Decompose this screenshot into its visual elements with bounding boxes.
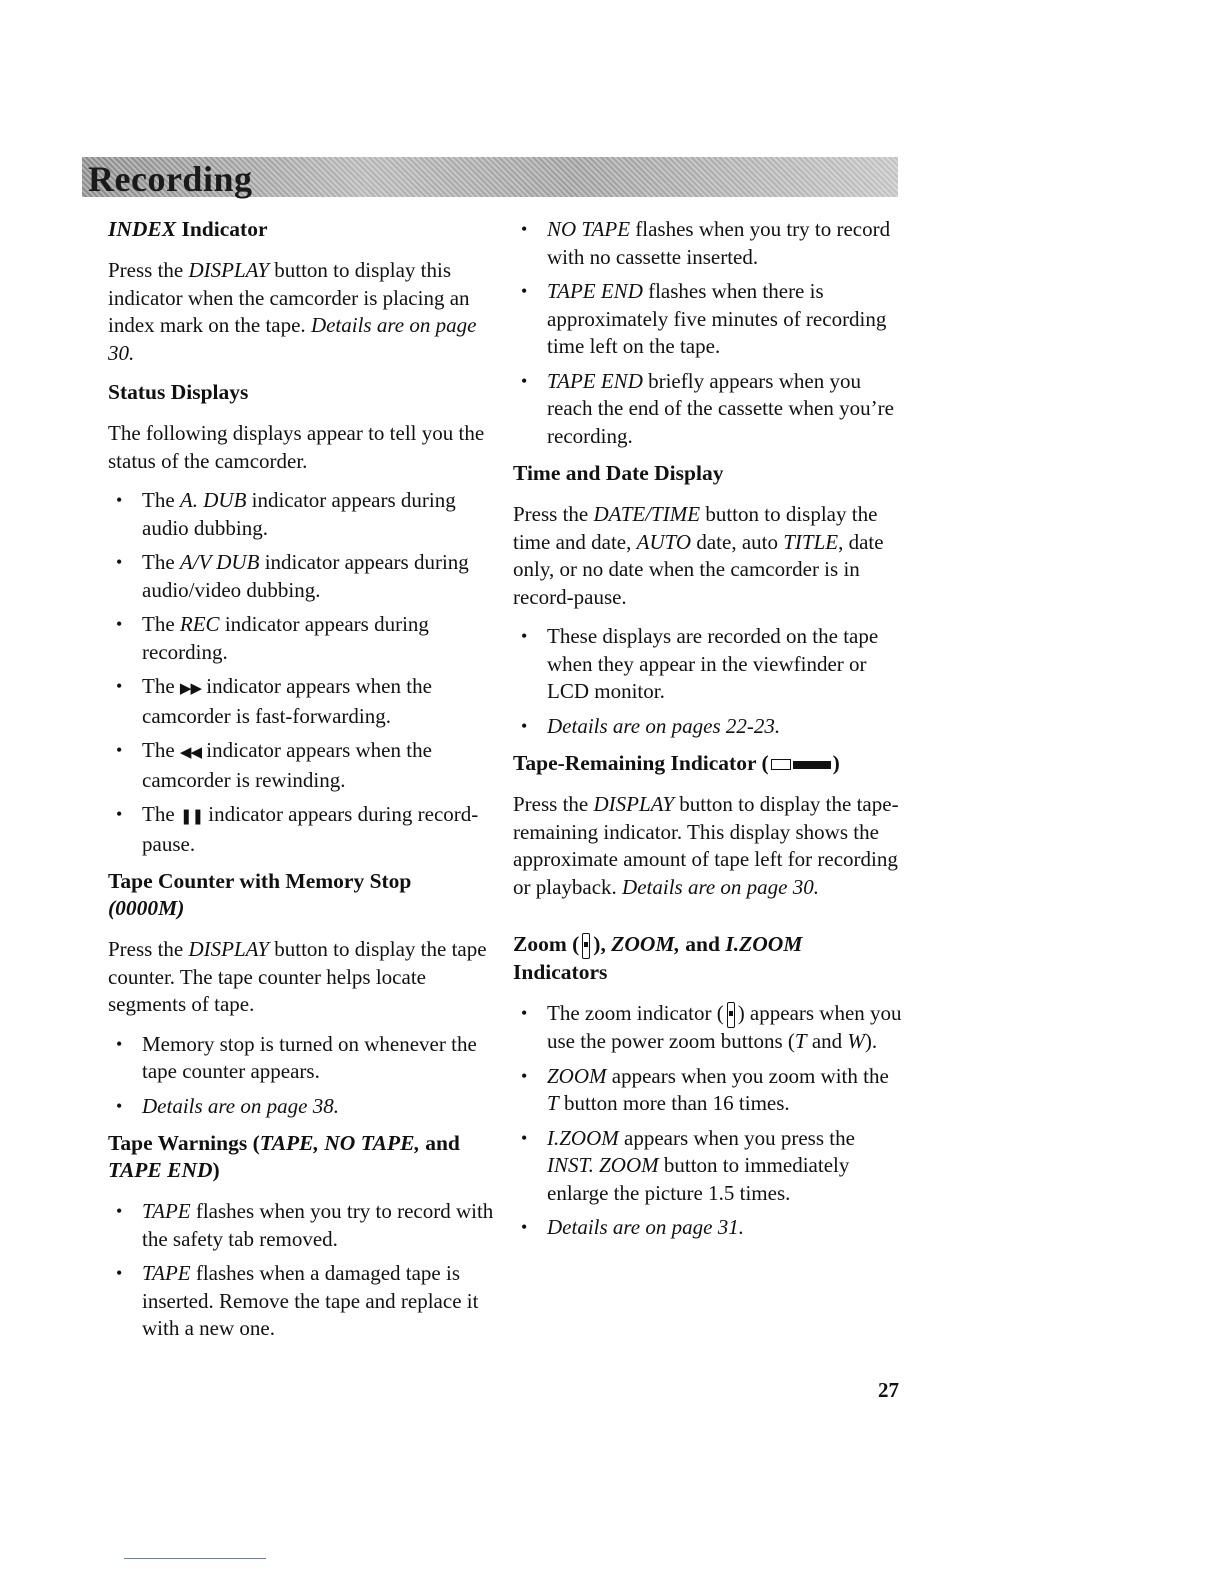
list-item: • The zoom indicator ( ) appears when you use the power zoom buttons (T and W).	[513, 1000, 905, 1056]
list-item: • I.ZOOM appears when you press the INST. ZOOM button to immediately enlarge the picture 1.5 times.	[513, 1125, 905, 1208]
fast-forward-icon: ▶▶	[179, 679, 201, 697]
page-number: 27	[878, 1378, 899, 1402]
list-item: • Memory stop is turned on whenever the tape counter appears.	[108, 1031, 498, 1086]
list-item: • The ❚❚ indicator appears during record-pause.	[108, 801, 498, 858]
tape-remaining-text: Press the DISPLAY button to display the tape-remaining indicator. This display shows the approximate amount of tape left for recording or playback. Details are on page 30.	[513, 792, 899, 899]
list-item: • The A/V DUB indicator appears during audio/video dubbing.	[108, 549, 498, 604]
list-item: • The REC indicator appears during recording.	[108, 611, 498, 666]
index-indicator-heading: INDEX Indicator	[108, 217, 268, 241]
list-item: • The ▶▶ indicator appears when the camcorder is fast-forwarding.	[108, 673, 498, 730]
list-item: • TAPE END briefly appears when you reach the end of the cassette when you’re recording.	[513, 368, 905, 451]
list-item: • TAPE END flashes when there is approximately five minutes of recording time left on the tape.	[513, 278, 905, 361]
status-displays-heading: Status Displays	[108, 380, 249, 404]
tape-remaining-icon	[771, 758, 831, 772]
time-date-list	[513, 623, 905, 740]
tape-counter-heading: Tape Counter with Memory Stop (0000M)	[108, 869, 412, 920]
tape-warnings-heading: Tape Warnings (TAPE, NO TAPE, and TAPE END)	[108, 1131, 460, 1182]
zoom-indicator-icon	[582, 933, 590, 959]
status-list	[108, 487, 498, 858]
right-column	[513, 216, 905, 1252]
tape-remaining-heading: Tape-Remaining Indicator ( )	[513, 751, 840, 775]
tape-counter-text: Press the DISPLAY button to display the tape counter. The tape counter helps locate segments of tape.	[108, 937, 487, 1016]
tape-counter-list	[108, 1031, 498, 1121]
section-title: Recording	[88, 159, 253, 199]
list-item: • These displays are recorded on the tape when they appear in the viewfinder or LCD monitor.	[513, 623, 905, 706]
list-item: • ZOOM appears when you zoom with the T button more than 16 times.	[513, 1063, 905, 1118]
section-banner	[82, 157, 898, 197]
list-item: • The A. DUB indicator appears during audio dubbing.	[108, 487, 498, 542]
zoom-indicator-icon	[727, 1002, 735, 1028]
zoom-heading: Zoom ( ), ZOOM, and I.ZOOM Indicators	[513, 932, 803, 985]
list-item: • Details are on page 31.	[513, 1214, 905, 1242]
index-indicator-text: Press the DISPLAY button to display this indicator when the camcorder is placing an index mark on the tape. Details are on page 30.	[108, 258, 477, 365]
list-item: • TAPE flashes when you try to record with the safety tab removed.	[108, 1198, 498, 1253]
tape-warnings-list	[108, 1198, 498, 1343]
left-column	[108, 216, 498, 1353]
zoom-list	[513, 1000, 905, 1242]
pause-icon: ❚❚	[179, 807, 204, 825]
status-displays-intro: The following displays appear to tell you the status of the camcorder.	[108, 421, 485, 473]
time-date-heading: Time and Date Display	[513, 461, 724, 485]
list-item: • Details are on pages 22-23.	[513, 713, 905, 741]
time-date-text: Press the DATE/TIME button to display the time and date, AUTO date, auto TITLE, date only, or no date when the camcorder is in record-pause.	[513, 502, 884, 609]
list-item: • Details are on page 38.	[108, 1093, 498, 1121]
tape-warnings-list-continued	[513, 216, 905, 450]
rewind-icon: ◀◀	[179, 743, 201, 761]
list-item: • NO TAPE flashes when you try to record with no cassette inserted.	[513, 216, 905, 271]
list-item: • The ◀◀ indicator appears when the camcorder is rewinding.	[108, 737, 498, 794]
footer-divider	[124, 1558, 266, 1559]
list-item: • TAPE flashes when a damaged tape is inserted. Remove the tape and replace it with a new one.	[108, 1260, 498, 1343]
